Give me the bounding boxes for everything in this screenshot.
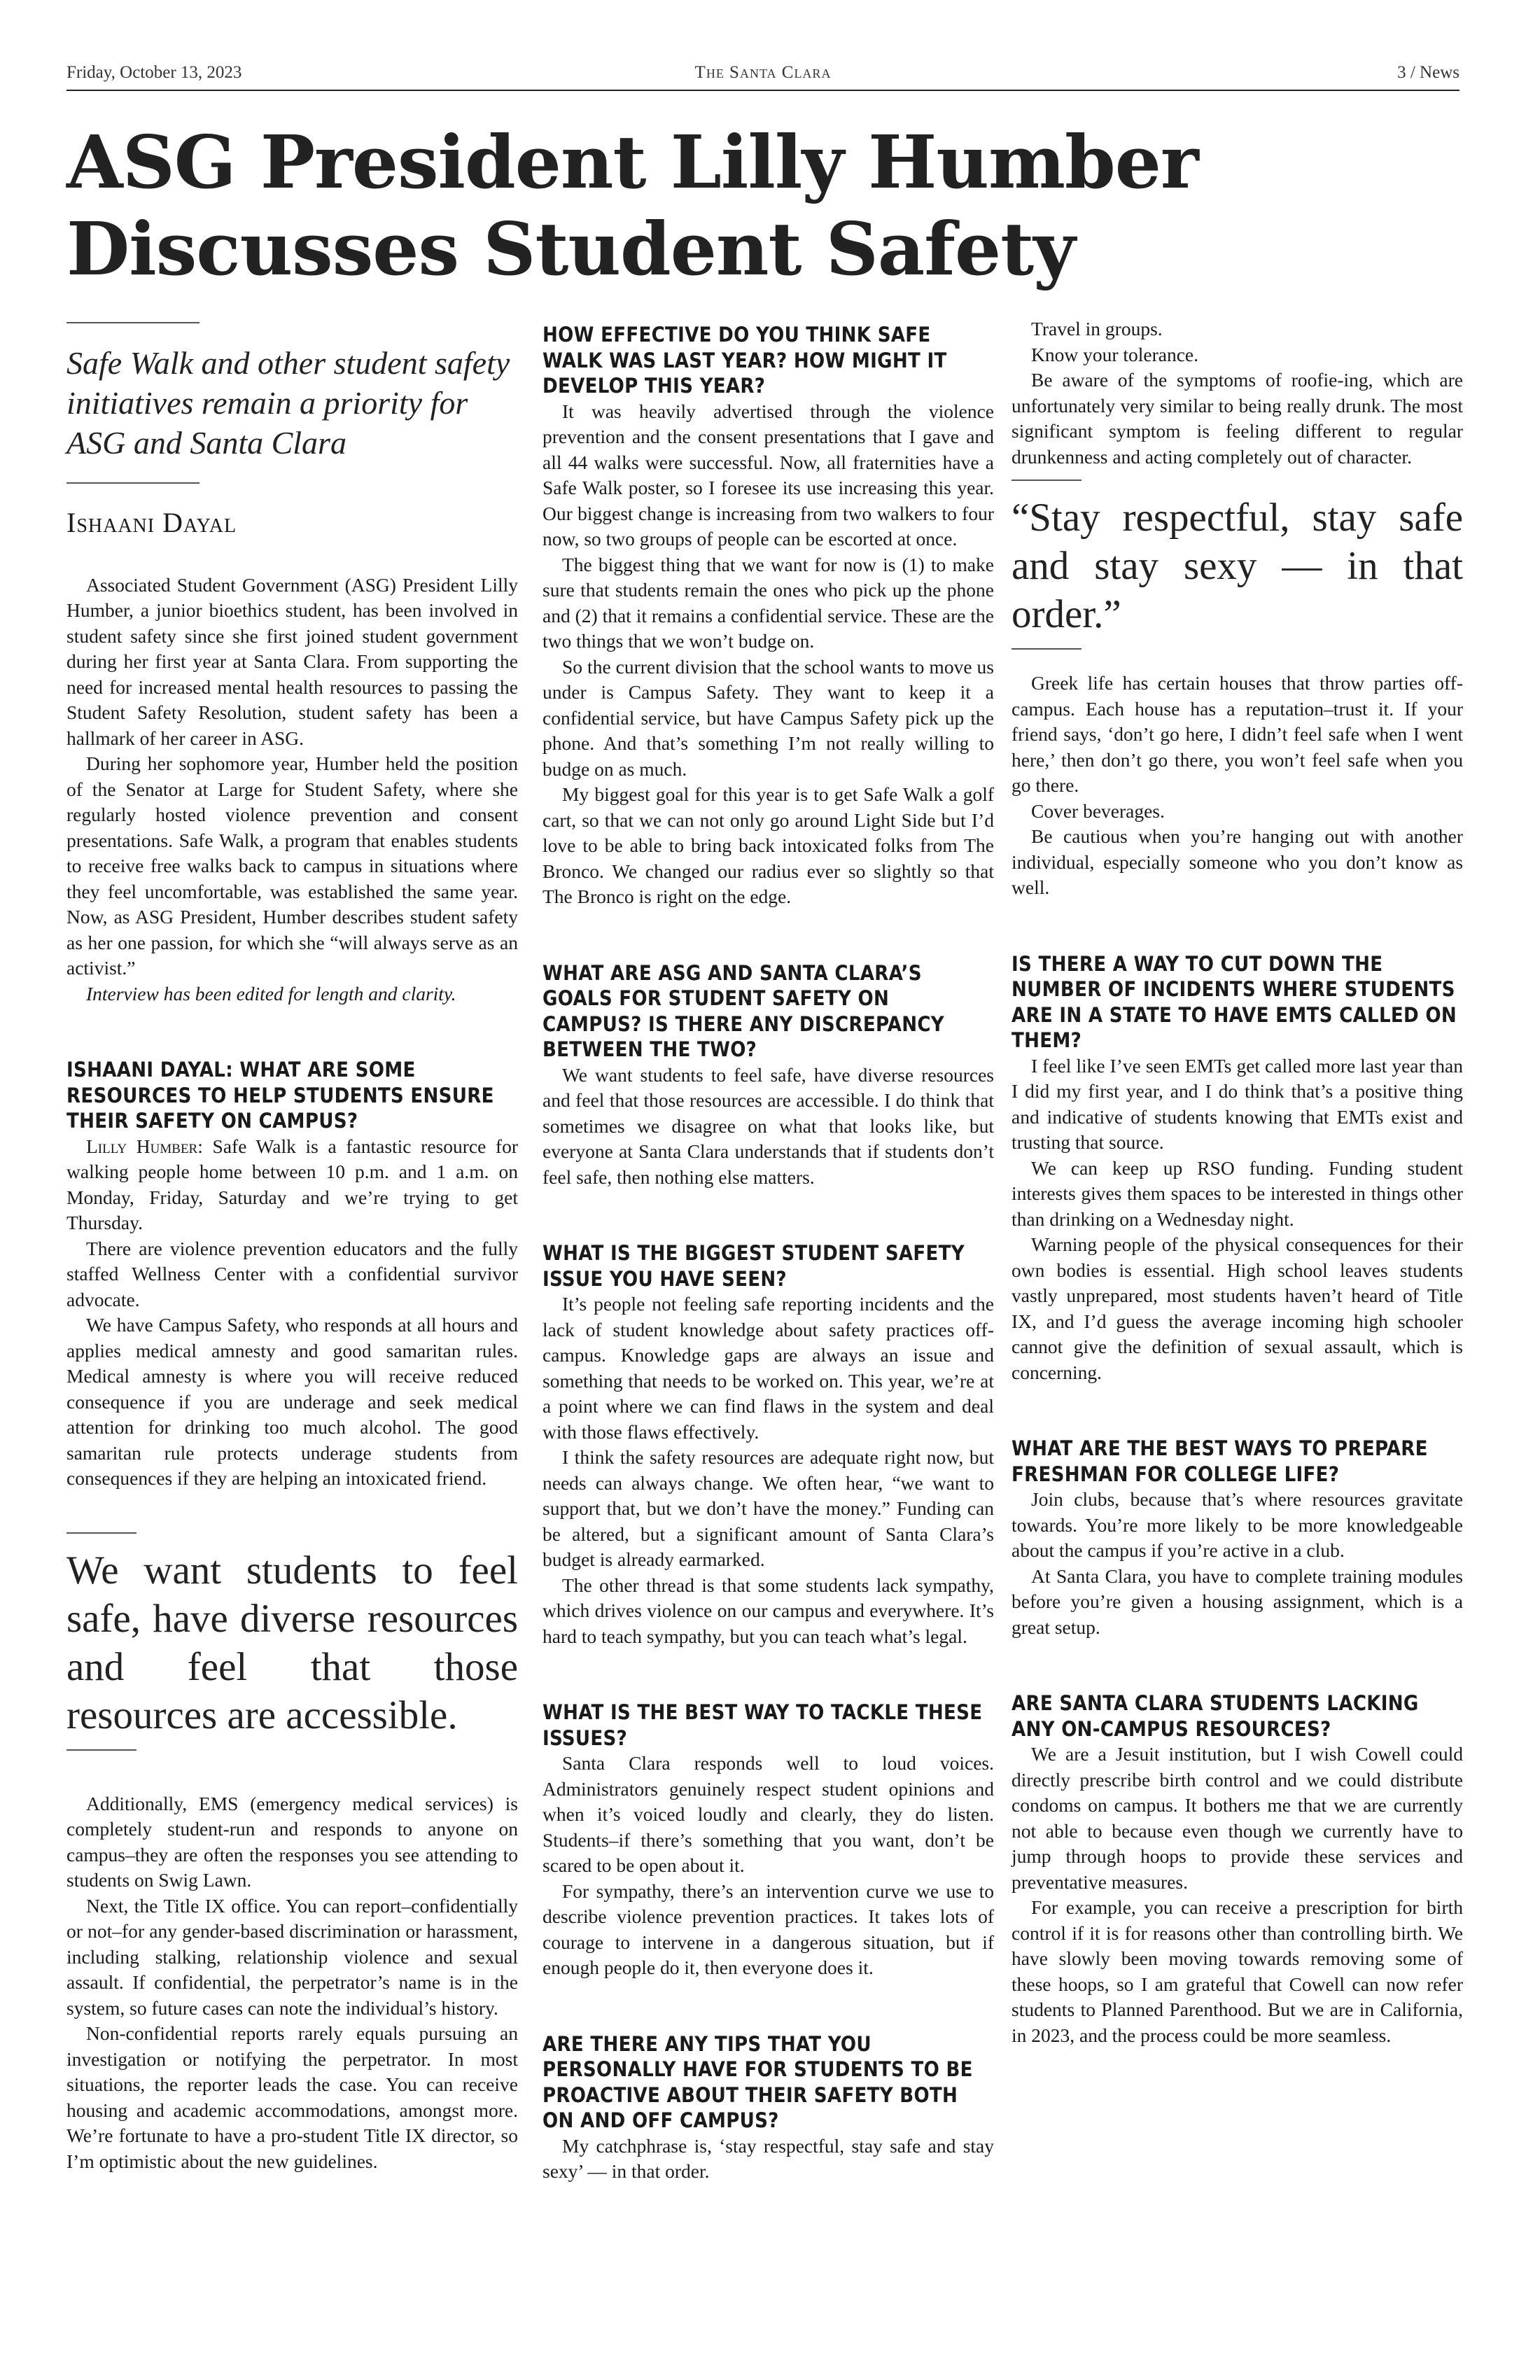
question-heading: WHAT ARE ASG AND SANTA CLARA’S GOALS FOR STUDENT SAFETY ON CAMPUS? IS THERE ANY DISCREPANCY BETWEEN THE TWO? (542, 960, 944, 1061)
paragraph: Cover beverages. (1031, 799, 1165, 822)
paragraph: For sympathy, there’s an intervention curve we use to describe violence prevention practices. It takes lots of courage to intervene in a dangerous situation, but if enough people do it, then everyone does it. (542, 1879, 994, 1978)
paragraph: My catchphrase is, ‘stay respectful, stay safe and stay sexy’ — in that order. (542, 2134, 994, 2182)
paragraph: I feel like I’ve seen EMTs get called more last year than I did my first year, and I do think that’s a positive thing and indicative of students knowing that EMTs exist and trusting that source. (1011, 1054, 1463, 1153)
paragraph: Join clubs, because that’s where resources gravitate towards. You’re more likely to be more knowledgeable about the campus if you’re active in a club. (1011, 1488, 1463, 1561)
pull-quote: “Stay respectful, stay safe and stay sexy — in that order.” (1011, 496, 1463, 636)
paragraph: There are violence prevention educators and the fully staffed Wellness Center with a confidential survivor advocate. (66, 1237, 518, 1310)
column-2 (542, 322, 994, 2185)
paragraph: Know your tolerance. (1031, 343, 1199, 365)
paragraph: It was heavily advertised through the violence prevention and the consent presentations that I gave and all 44 walks were successful. Now, all fraternities have a Safe Walk poster, so I foresee its use increasing this year. Our biggest change is increasing from two walkers to four now, so two groups of people can be escorted at once. (542, 400, 994, 550)
page-header (66, 63, 1460, 91)
divider (1011, 648, 1082, 650)
paragraph: During her sophomore year, Humber held the position of the Senator at Large for Student Safety, where she regularly hosted violence prevention and consent presentations. Safe Walk, a program that enables students to receive free walks back to campus in situations where they feel uncomfortable, was established the same year. Now, as ASG President, Humber describes student safety as her one passion, for which she “will always serve as an activist.” (66, 752, 518, 979)
paragraph: Next, the Title IX office. You can report–confidentially or not–for any gender-based discrimination or harassment, including stalking, relationship violence and sexual assault. If confidential, the perpetrator’s name is in the system, so future cases can note the individual’s history. (66, 1894, 518, 2019)
question-heading: WHAT IS THE BIGGEST STUDENT SAFETY ISSUE YOU HAVE SEEN? (542, 1241, 965, 1291)
question-heading: IS THERE A WAY TO CUT DOWN THE NUMBER OF INCIDENTS WHERE STUDENTS ARE IN A STATE TO HAVE EMTS CALLED ON THEM? (1011, 951, 1457, 1052)
divider (66, 482, 200, 484)
paragraph: I think the safety resources are adequate right now, but needs can always change. We often hear, “we want to support that, but we don’t have the money.” Funding can be altered, but a significant amount of Santa Clara’s budget is already earmarked. (542, 1446, 994, 1570)
headline: ASG President Lilly Humber Discusses Student Safety (66, 119, 1198, 292)
question-heading: ARE SANTA CLARA STUDENTS LACKING ANY ON-CAMPUS RESOURCES? (1011, 1691, 1419, 1741)
paragraph: The other thread is that some students lack sympathy, which drives violence on our campus and everywhere. It’s hard to teach sympathy, but you can teach what’s legal. (542, 1574, 994, 1647)
question-heading: HOW EFFECTIVE DO YOU THINK SAFE WALK WAS LAST YEAR? HOW MIGHT IT DEVELOP THIS YEAR? (542, 323, 947, 398)
editor-note: Interview has been edited for length and clarity. (86, 982, 456, 1004)
paragraph: At Santa Clara, you have to complete training modules before you’re given a housing assignment, which is a great setup. (1011, 1564, 1463, 1638)
paragraph: Travel in groups. (1031, 318, 1163, 340)
header-rule (66, 90, 1460, 91)
paragraph: Be cautious when you’re hanging out with another individual, especially someone who you don’t know as well. (1011, 825, 1463, 898)
question-heading: ISHAANI DAYAL: WHAT ARE SOME RESOURCES TO HELP STUDENTS ENSURE THEIR SAFETY ON CAMPUS? (66, 1058, 494, 1133)
paragraph: Be aware of the symptoms of roofie-ing, which are unfortunately very similar to being really drunk. The most significant symptom is feeling different to regular drunkenness and acting completely out of character. (1011, 369, 1463, 468)
question-heading: WHAT ARE THE BEST WAYS TO PREPARE FRESHMAN FOR COLLEGE LIFE? (1011, 1436, 1428, 1486)
paragraph: My biggest goal for this year is to get Safe Walk a golf cart, so that we can not only go around Light Side but I’d love to be able to bring back intoxicated folks from The Bronco. We changed our radius ever so slightly so that The Bronco is right on the edge. (542, 783, 994, 907)
paragraph: Associated Student Government (ASG) President Lilly Humber, a junior bioethics student, has been involved in student safety since she first joined student government during her first year at Santa Clara. From supporting the need for increased mental health resources to passing the Student Safety Resolution, student safety has been a hallmark of her career in ASG. (66, 573, 518, 749)
byline: Ishaani Dayal (66, 507, 237, 538)
column-3 (1011, 316, 1463, 2048)
paragraph: Santa Clara responds well to loud voices. Administrators genuinely respect student opinions and when it’s voiced loudly and clearly, they do listen. Students–if there’s something that you want, don’t be scared to be open about it. (542, 1752, 994, 1876)
paragraph: For example, you can receive a prescription for birth control if it is for reasons other than controlling birth. We have slowly been moving towards removing some of these hoops, so I am grateful that Cowell can now refer students to Planned Parenthood. But we are in California, in 2023, and the process could be more seamless. (1011, 1896, 1463, 2046)
divider (66, 322, 200, 323)
divider (66, 1532, 136, 1534)
paragraph: Non-confidential reports rarely equals pursuing an investigation or notifying the perpetrator. In most situations, the reporter leads the case. You can receive housing and academic accommodations, amongst more. We’re fortunate to have a pro-student Title IX director, so I’m optimistic about the new guidelines. (66, 2022, 518, 2172)
publication-name: The Santa Clara (694, 63, 832, 82)
issue-date: Friday, October 13, 2023 (66, 63, 242, 82)
page-section: 3 / News (1397, 63, 1460, 82)
paragraph: We can keep up RSO funding. Funding student interests gives them spaces to be interested in things other than drinking on a Wednesday night. (1011, 1156, 1463, 1230)
paragraph: Greek life has certain houses that throw parties off-campus. Each house has a reputation–trust it. If your friend says, ‘don’t go here, I didn’t feel safe when I went here,’ then don’t go there, you won’t feel safe when you go there. (1011, 672, 1463, 796)
column-1 (66, 322, 518, 2174)
paragraph: We have Campus Safety, who responds at all hours and applies medical amnesty and good samaritan rules. Medical amnesty is where you will receive reduced consequence if you are underage and seek medical attention for drinking too much alcohol. The good samaritan rule protects underage students from consequences if they are helping an intoxicated friend. (66, 1314, 518, 1489)
paragraph: Safe Walk is a fantastic resource for walking people home between 10 p.m. and 1 a.m. on Monday, Friday, Saturday and we’re trying to get Thursday. (66, 1135, 518, 1233)
pull-quote: We want students to feel safe, have diverse resources and feel that those resources are accessible. (66, 1548, 518, 1737)
question-heading: WHAT IS THE BEST WAY TO TACKLE THESE ISSUES? (542, 1700, 983, 1750)
paragraph: The biggest thing that we want for now is (1) to make sure that students remain the ones who pick up the phone and (2) that it remains a confidential service. These are the two things that we won’t budge on. (542, 553, 994, 652)
divider (1011, 479, 1082, 481)
paragraph: Additionally, EMS (emergency medical services) is completely student-run and responds to anyone on campus–they are often the responses you see attending to students on Swig Lawn. (66, 1792, 518, 1891)
question-heading: ARE THERE ANY TIPS THAT YOU PERSONALLY HAVE FOR STUDENTS TO BE PROACTIVE ABOUT THEIR SAFETY BOTH ON AND OFF CAMPUS? (542, 2031, 973, 2132)
paragraph: We are a Jesuit institution, but I wish Cowell could directly prescribe birth control and we could distribute condoms on campus. It bothers me that we are currently not able to because even though we currently have to jump through hoops to provide these services and preventative measures. (1011, 1743, 1463, 1893)
paragraph: So the current division that the school wants to move us under is Campus Safety. They want to keep it a confidential service, but have Campus Safety pick up the phone. And that’s something I’m not really willing to budge on as much. (542, 655, 994, 780)
subhead: Safe Walk and other student safety initiatives remain a priority for ASG and Santa Clara (66, 345, 510, 461)
paragraph: Warning people of the physical consequences for their own bodies is essential. High school leaves students vastly unprepared, most students haven’t heard of Title IX, and I’d guess the average incoming high schooler cannot give the definition of sexual assault, which is concerning. (1011, 1233, 1463, 1383)
paragraph: It’s people not feeling safe reporting incidents and the lack of student knowledge about safety practices off-campus. Knowledge gaps are always an issue and something that needs to be worked on. This year, we’re at a point where we can find flaws in the system and deal with those flaws effectively. (542, 1293, 994, 1443)
divider (66, 1749, 136, 1751)
speaker-label: Lilly Humber: (86, 1135, 203, 1157)
paragraph: We want students to feel safe, have diverse resources and feel that those resources are accessible. I do think that sometimes we disagree on what that looks like, but everyone at Santa Clara understands that if students don’t feel safe, then nothing else matters. (542, 1063, 994, 1188)
